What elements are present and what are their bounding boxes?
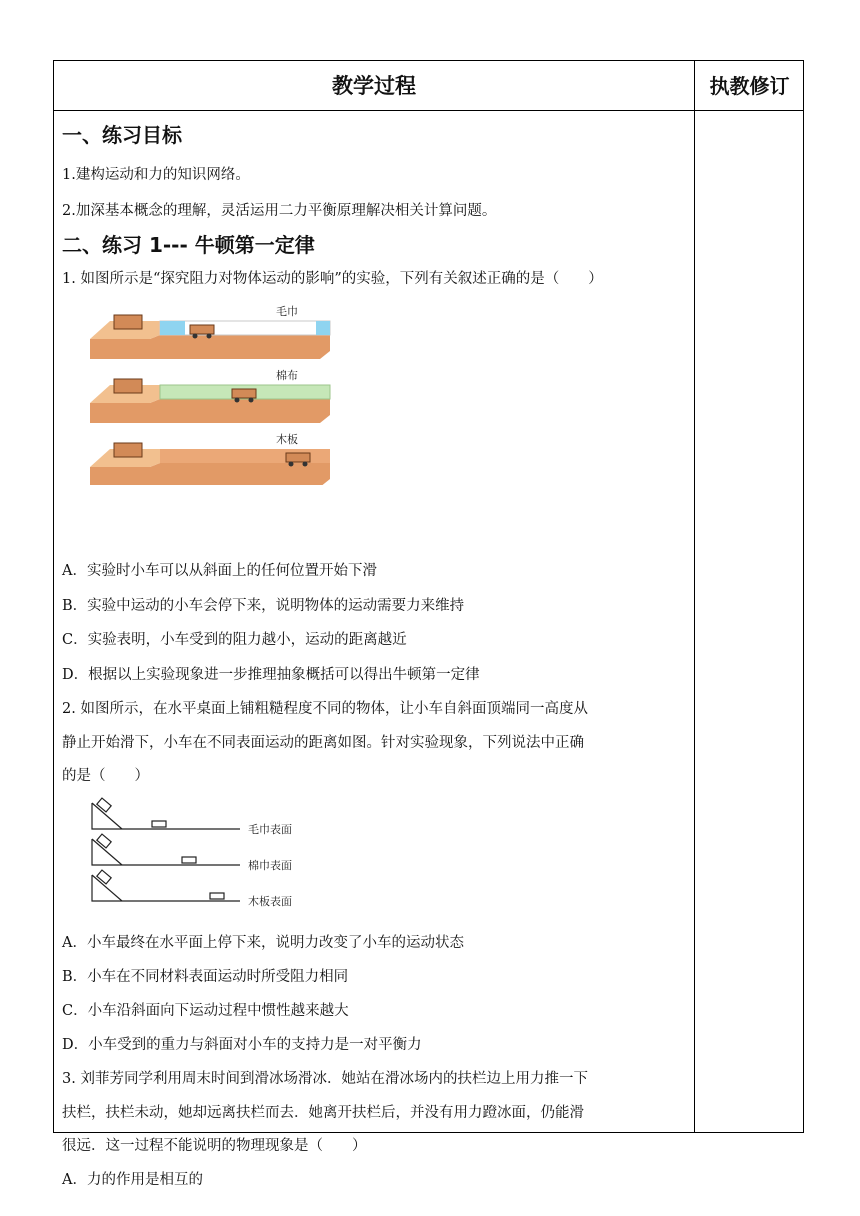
q3-stem-line-1: 3. 刘菲芳同学利用周末时间到滑冰场滑冰．她站在滑冰场内的扶栏边上用力推一下 [62,1071,588,1087]
ramp-cotton [90,368,330,423]
q3-stem-line-2: 扶栏，扶栏未动，她却远离扶栏而去．她离开扶栏后，并没有用力蹬冰面，仍能滑 [62,1105,584,1121]
q1-stem: 1. 如图所示是“探究阻力对物体运动的影响”的实验，下列有关叙述正确的是（ ） [62,271,603,287]
q2-option-c: C．小车沿斜面向下运动过程中惯性越来越大 [62,1003,349,1019]
q2-stem-line-2: 静止开始滑下，小车在不同表面运动的距离如图。针对实验现象，下列说法中正确 [62,735,584,751]
q2-stem-line-3: 的是（ ） [62,768,149,784]
objective-2: 2.加深基本概念的理解，灵活运用二力平衡原理解决相关计算问题。 [62,203,497,219]
q3-stem-line-3: 很远．这一过程不能说明的物理现象是（ ） [62,1138,367,1154]
header-revision: 执教修订 [709,74,790,98]
objective-1: 1.建构运动和力的知识网络。 [62,167,250,183]
incline-cotton [92,834,240,865]
label-towel-surface: 毛巾表面 [248,823,292,836]
lesson-table [53,60,804,1188]
q2-option-d: D．小车受到的重力与斜面对小车的支持力是一对平衡力 [62,1037,422,1053]
section1-title: 一、练习目标 [62,123,182,147]
label-towel: 毛巾 [276,305,298,318]
q1-option-a: A．实验时小车可以从斜面上的任何位置开始下滑 [62,563,377,579]
label-board-surface: 木板表面 [248,895,292,908]
ramp-board [90,432,330,485]
q1-option-c: C．实验表明，小车受到的阻力越小，运动的距离越近 [62,632,407,648]
q3-option-a: A．力的作用是相互的 [62,1172,203,1188]
q2-figure [90,797,320,909]
q1-option-b: B．实验中运动的小车会停下来，说明物体的运动需要力来维持 [62,598,465,614]
q1-figure [90,299,340,485]
table-header-row [54,61,803,111]
q2-option-a: A．小车最终在水平面上停下来，说明力改变了小车的运动状态 [62,935,464,951]
header-teaching-process: 教学过程 [332,74,416,98]
q2-stem-line-1: 2. 如图所示，在水平桌面上铺粗糙程度不同的物体，让小车自斜面顶端同一高度从 [62,701,588,717]
label-board: 木板 [276,433,298,446]
q2-option-b: B．小车在不同材料表面运动时所受阻力相同 [62,969,349,985]
q1-option-d: D．根据以上实验现象进一步推理抽象概括可以得出牛顿第一定律 [62,667,480,683]
ramp-towel [90,304,330,359]
section2-title: 二、练习 1--- 牛顿第一定律 [62,233,315,257]
column-divider [694,61,695,1132]
incline-towel [92,798,240,829]
label-cotton: 棉布 [276,369,298,382]
label-cotton-surface: 棉巾表面 [248,859,292,872]
incline-board [92,870,240,901]
